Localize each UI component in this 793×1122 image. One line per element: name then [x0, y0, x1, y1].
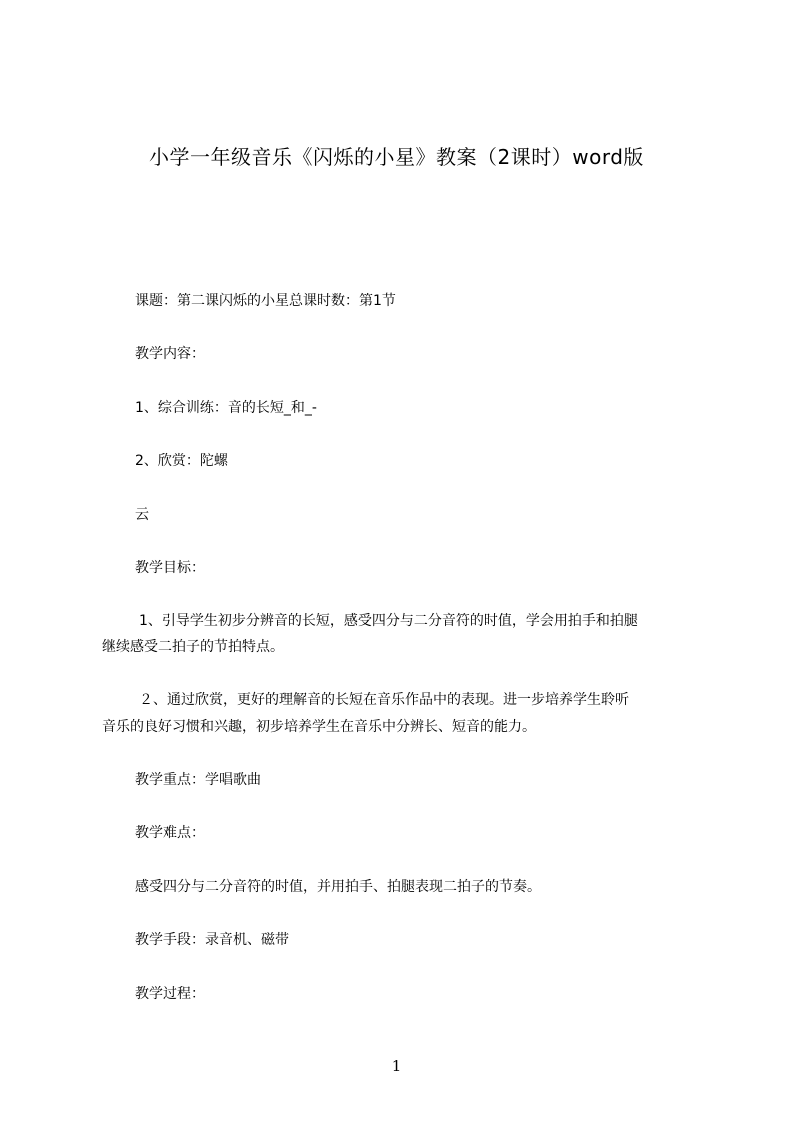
document-title: 小学一年级音乐《闪烁的小星》教案（2课时）word版	[149, 145, 644, 169]
content-item-2: 2、欣赏：陀螺	[135, 453, 228, 469]
teaching-goals-heading: 教学目标：	[135, 560, 205, 576]
teaching-process-heading: 教学过程：	[135, 986, 205, 1002]
goal-2-line-1: ２、通过欣赏，更好的理解音的长短在音乐作品中的表现。进一步培养学生聆听	[139, 692, 629, 708]
teaching-focus-line: 教学重点：学唱歌曲	[135, 772, 261, 788]
content-item-1: 1、综合训练：音的长短_和_-	[135, 400, 317, 416]
goal-1-line-1: 1、引导学生初步分辨音的长短，感受四分与二分音符的时值，学会用拍手和拍腿	[139, 613, 638, 629]
goal-1-line-2: 继续感受二拍子的节拍特点。	[102, 639, 284, 655]
teaching-means-line: 教学手段：录音机、磁带	[135, 932, 289, 948]
goal-2-line-2: 音乐的良好习惯和兴趣，初步培养学生在音乐中分辨长、短音的能力。	[102, 719, 536, 735]
teaching-difficulty-text: 感受四分与二分音符的时值，并用拍手、拍腿表现二拍子的节奏。	[135, 879, 541, 895]
content-item-2-continued: 云	[135, 507, 149, 523]
lesson-topic-line: 课题：第二课闪烁的小星总课时数：第1节	[135, 293, 396, 309]
teaching-content-heading: 教学内容：	[135, 346, 205, 362]
teaching-difficulty-heading: 教学难点：	[135, 825, 205, 841]
page-number: 1	[391, 1057, 402, 1075]
